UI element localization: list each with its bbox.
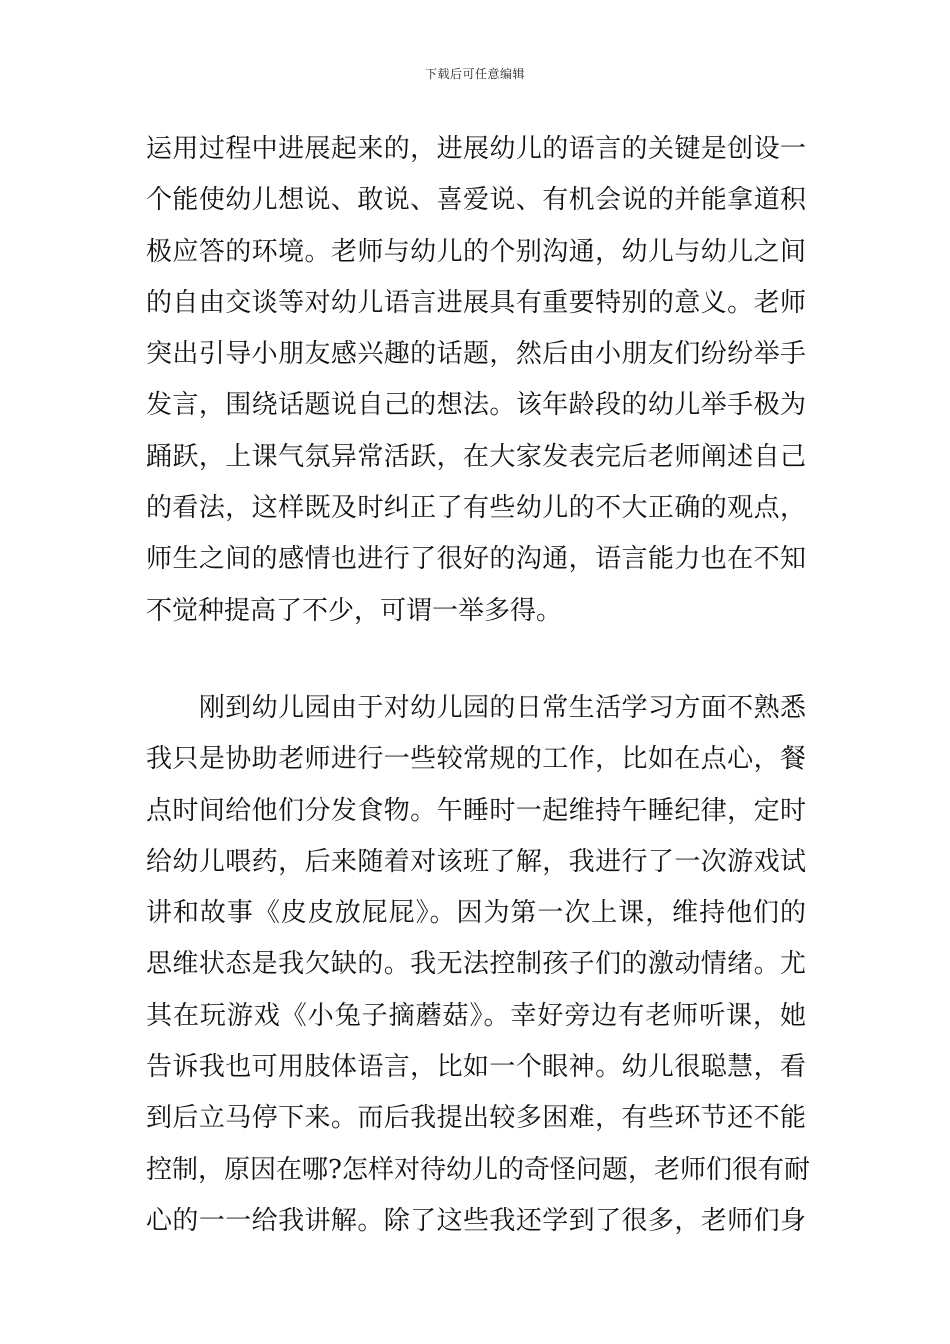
document-body bbox=[146, 124, 810, 1247]
text-line: 讲和故事《皮皮放屁屁》。因为第一次上课，维持他们的 bbox=[146, 898, 806, 929]
text-line: 的自由交谈等对幼儿语言进展具有重要特别的意义。老师 bbox=[146, 287, 806, 318]
paragraph-2 bbox=[146, 683, 810, 1247]
text-line: 发言，围绕话题说自己的想法。该年龄段的幼儿举手极为 bbox=[146, 390, 806, 421]
page-header: 下载后可任意编辑 bbox=[424, 67, 525, 81]
text-line: 的看法，这样既及时纠正了有些幼儿的不大正确的观点， bbox=[146, 493, 806, 524]
text-line: 师生之间的感情也进行了很好的沟通，语言能力也在不知 bbox=[146, 544, 806, 575]
text-line: 个能使幼儿想说、敢说、喜爱说、有机会说的并能拿道积 bbox=[146, 185, 806, 216]
text-line: 点时间给他们分发食物。午睡时一起维持午睡纪律，定时 bbox=[146, 795, 806, 826]
text-line: 不觉种提高了不少，可谓一举多得。 bbox=[146, 595, 563, 626]
text-line: 运用过程中进展起来的，进展幼儿的语言的关键是创设一 bbox=[146, 134, 806, 164]
text-line: 其在玩游戏《小兔子摘蘑菇》。幸好旁边有老师听课，她 bbox=[146, 1000, 806, 1031]
text-line: 思维状态是我欠缺的。我无法控制孩子们的激动情绪。尤 bbox=[146, 949, 806, 980]
text-line: 踊跃，上课气氛异常活跃，在大家发表完后老师阐述自己 bbox=[146, 441, 806, 472]
text-line: 给幼儿喂药，后来随着对该班了解，我进行了一次游戏试 bbox=[146, 846, 806, 877]
text-line: 告诉我也可用肢体语言，比如一个眼神。幼儿很聪慧，看 bbox=[146, 1052, 806, 1083]
text-line: 控制，原因在哪?怎样对待幼儿的奇怪问题，老师们很有耐 bbox=[146, 1154, 810, 1185]
text-line: 我只是协助老师进行一些较常规的工作，比如在点心，餐 bbox=[146, 744, 806, 775]
paragraph-spacer bbox=[146, 637, 806, 683]
text-line: 极应答的环境。老师与幼儿的个别沟通，幼儿与幼儿之间 bbox=[146, 236, 806, 267]
text-line: 到后立马停下来。而后我提出较多困难，有些环节还不能 bbox=[146, 1103, 806, 1134]
text-line: 心的一一给我讲解。除了这些我还学到了很多，老师们身 bbox=[146, 1205, 806, 1236]
text-line: 刚到幼儿园由于对幼儿园的日常生活学习方面不熟悉 bbox=[146, 692, 806, 723]
text-line: 突出引导小朋友感兴趣的话题，然后由小朋友们纷纷举手 bbox=[146, 339, 806, 370]
paragraph-1 bbox=[146, 124, 806, 637]
